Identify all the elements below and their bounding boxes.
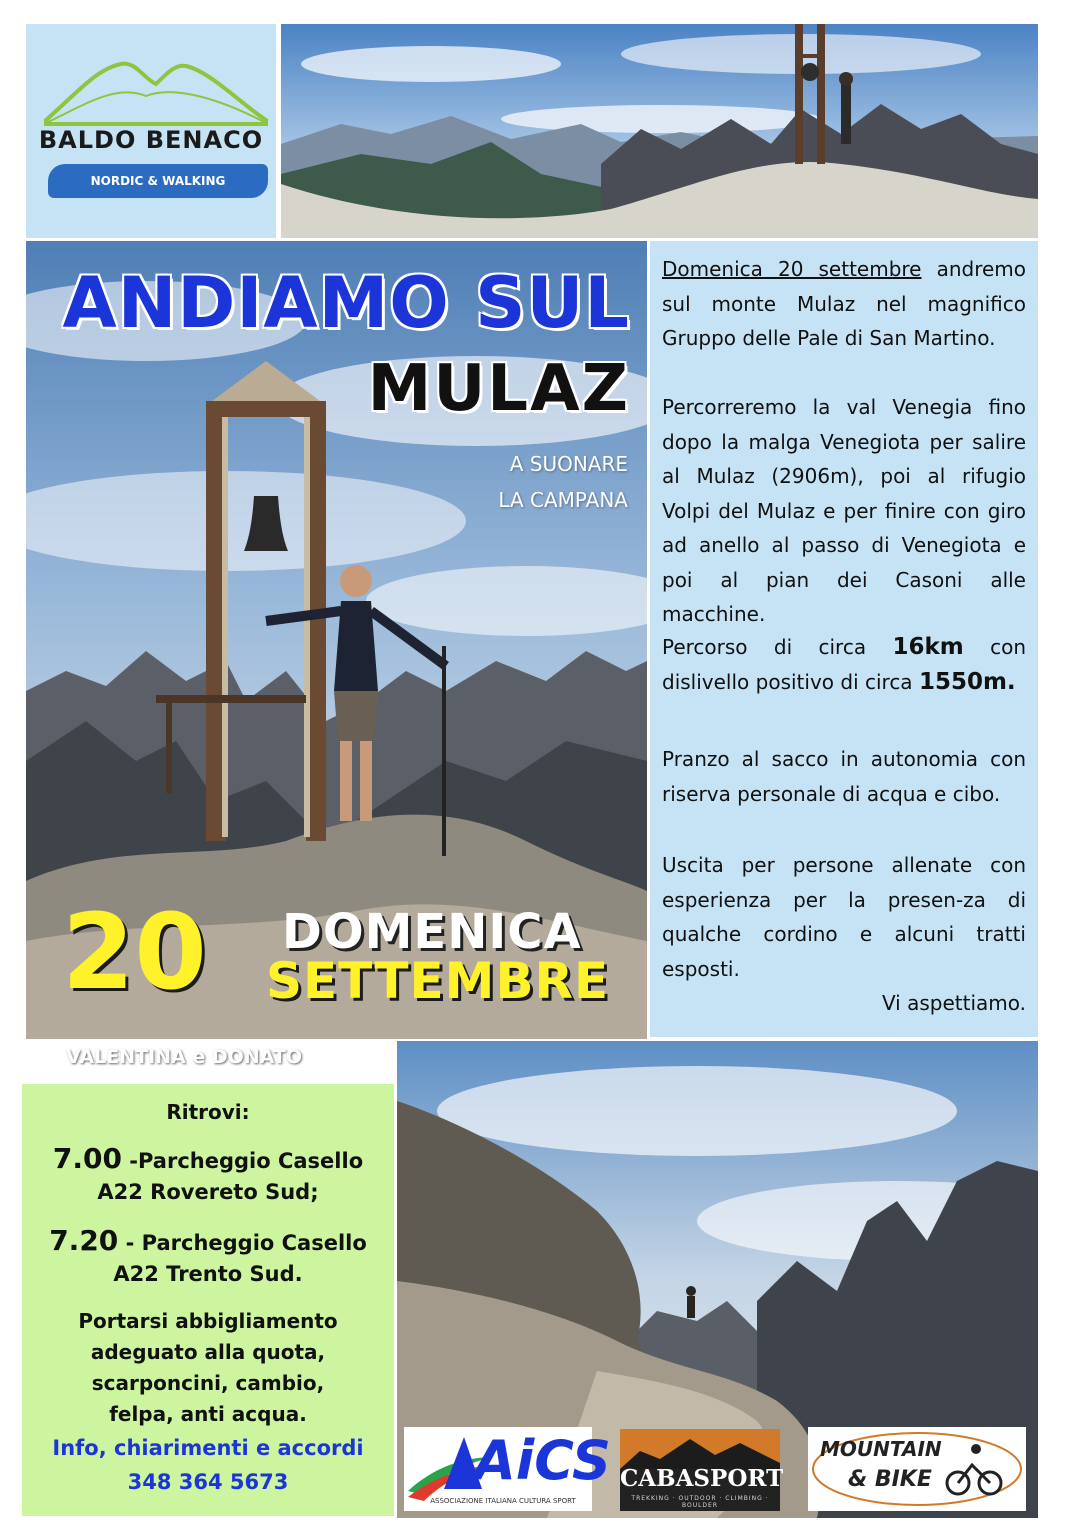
meeting-first-time: 7.00: [52, 1142, 122, 1175]
meeting-second-place: - Parcheggio Casello: [118, 1231, 367, 1255]
distance-prefix: Percorso di circa: [662, 635, 893, 659]
club-name: BALDO BENACO: [38, 126, 264, 154]
description-closing: Vi aspettiamo.: [881, 991, 1026, 1015]
meeting-title: Ritrovi:: [166, 1100, 250, 1124]
mountain-bike-logo: [808, 1427, 1026, 1511]
meeting-second-time: 7.20: [49, 1224, 119, 1257]
meeting-first-place-2: A22 Rovereto Sud;: [97, 1180, 319, 1204]
event-subtitle-line1: A SUONARE: [509, 452, 628, 476]
event-month: SETTEMBRE: [266, 952, 610, 1010]
aics-logo-subtitle: ASSOCIAZIONE ITALIANA CULTURA SPORT: [430, 1497, 576, 1505]
event-date-text: Domenica 20 settembre: [662, 257, 922, 281]
meeting-second: [22, 1224, 394, 1257]
elevation-prefix: con dislivello positivo di circa: [662, 635, 1026, 694]
club-logo: [26, 24, 276, 238]
event-day-number: 20: [62, 891, 207, 1013]
distance-value: 16km: [892, 634, 964, 660]
aics-logo: [404, 1427, 611, 1511]
description-paragraph-2: Percorreremo la val Venegia fino dopo la malga Venegiota per salire al Mulaz (2906m), poi al rifugio Volpi del Mulaz e per finire con giro ad anello al passo di Venegiota e poi al pian dei Casoni alle macchine.: [662, 395, 1026, 626]
event-title-line2: MULAZ: [367, 352, 630, 426]
event-guides: VALENTINA e DONATO: [66, 1046, 303, 1068]
elevation-value: 1550m.: [918, 668, 1016, 695]
panorama-photo: [281, 24, 1038, 238]
cabasport-logo-text: CABASPORT: [620, 1465, 784, 1492]
mountain-bike-logo-text-1: MOUNTAIN: [820, 1437, 942, 1461]
description-paragraph-1: [662, 252, 1026, 356]
cabasport-logo-subtitle: TREKKING · OUTDOOR · CLIMBING · BOULDER: [631, 1495, 769, 1509]
event-day-name: DOMENICA: [282, 904, 582, 960]
info-phone: 348 364 5673: [127, 1470, 289, 1494]
meeting-equipment: Portarsi abbigliamento adeguato alla quota, scarponcini, cambio, felpa, anti acqua.: [78, 1309, 338, 1426]
club-subtitle: NORDIC & WALKING: [90, 174, 226, 188]
description-paragraph-3: [662, 630, 1026, 699]
info-label: Info, chiarimenti e accordi: [52, 1436, 364, 1460]
aics-logo-text: AiCS: [474, 1429, 611, 1492]
event-title-line1: ANDIAMO SUL: [62, 262, 630, 344]
meeting-second-place-2: A22 Trento Sud.: [113, 1262, 303, 1286]
mountain-bike-logo-text-2: & BIKE: [848, 1467, 932, 1492]
event-subtitle-line2: LA CAMPANA: [498, 488, 628, 512]
description-p1-text: andremo sul monte Mulaz nel magnifico Gruppo delle Pale di San Martino.: [662, 257, 1026, 350]
meeting-first: [22, 1142, 394, 1175]
mountain-silhouette-icon: [620, 1429, 780, 1469]
cabasport-logo: [620, 1429, 784, 1511]
description-paragraph-4: Pranzo al sacco in autonomia con riserva personale di acqua e cibo.: [662, 747, 1026, 806]
description-paragraph-5: Uscita per persone allenate con esperienza per la presen-za di qualche cordino e alcuni tratti esposti.: [662, 853, 1026, 981]
meeting-first-place: -Parcheggio Casello: [121, 1149, 364, 1173]
